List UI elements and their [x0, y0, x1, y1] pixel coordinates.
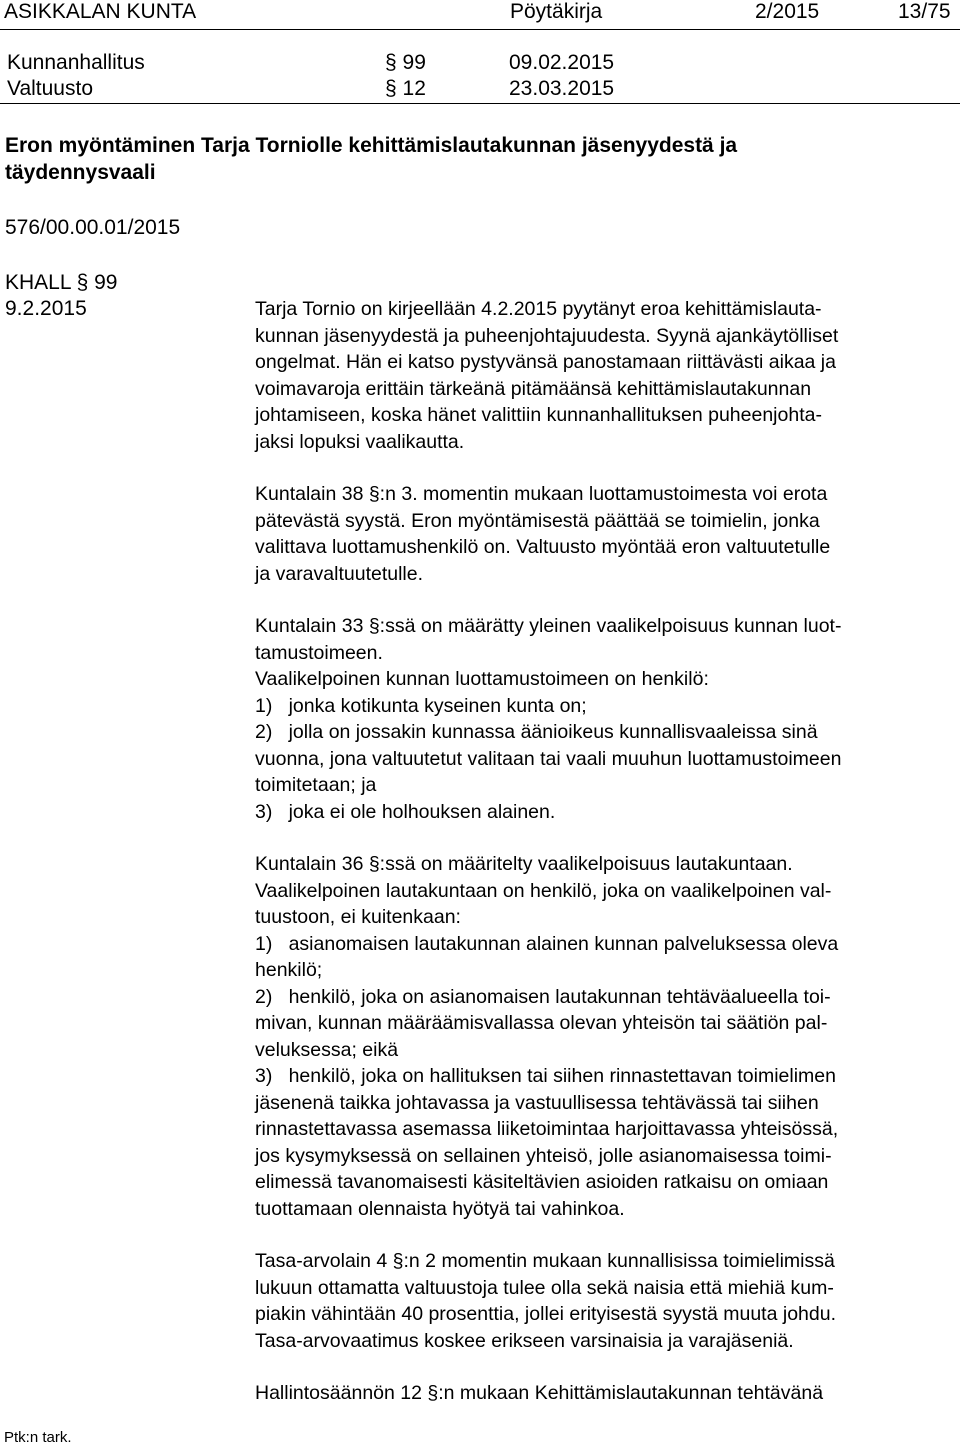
text-line: Tasa-arvovaatimus koskee erikseen varsinaisia ja varajäseniä.	[255, 1329, 794, 1352]
text-line: tuottamaan olennaista hyötyä tai vahinkoa.	[255, 1197, 625, 1220]
header-divider	[0, 29, 960, 30]
body-text	[255, 296, 955, 1407]
text-line: Hallintosäännön 12 §:n mukaan Kehittämislautakunnan tehtävänä	[255, 1382, 824, 1404]
text-line: Tarja Tornio on kirjeellään 4.2.2015 pyytänyt eroa kehittämislauta-	[255, 298, 822, 320]
organization-name: ASIKKALAN KUNTA	[4, 0, 197, 23]
text-line: 3) joka ei ole holhouksen alainen.	[255, 800, 556, 823]
text-line: veluksessa; eikä	[255, 1038, 399, 1061]
meeting-section: § 99	[385, 51, 426, 74]
text-line: rinnastettavassa asemassa liiketoimintaa harjoittavassa yhteisössä,	[255, 1118, 839, 1140]
text-line: valittava luottamushenkilö on. Valtuusto myöntää eron valtuutetulle	[255, 536, 831, 558]
minutes-checker-label: Ptk:n tark.	[4, 1429, 72, 1446]
text-line: ja varavaltuutetulle.	[255, 562, 424, 585]
text-line: Vaalikelpoinen lautakuntaan on henkilö, joka on vaalikelpoinen val-	[255, 879, 832, 902]
meetings-divider	[0, 103, 960, 104]
text-line: kunnan jäsenyydestä ja puheenjohtajuudesta. Syynä ajankäytölliset	[255, 324, 839, 347]
file-number: 576/00.00.01/2015	[5, 216, 181, 239]
document-type: Pöytäkirja	[510, 0, 603, 23]
text-line: 1) jonka kotikunta kyseinen kunta on;	[255, 694, 587, 717]
text-line: pätevästä syystä. Eron myöntämisestä päättää se toimielin, jonka	[255, 509, 820, 532]
text-line: lukuun ottamatta valtuustoja tulee olla sekä naisia että miehiä kum-	[255, 1276, 834, 1299]
paragraph-3	[255, 613, 955, 825]
paragraph-6	[255, 1380, 955, 1407]
text-line: 2) henkilö, joka on asianomaisen lautakunnan tehtäväalueella toi-	[255, 985, 831, 1008]
kh-label: KHALL § 99	[5, 271, 118, 294]
text-line: jos kysymyksessä on sellainen yhteisö, jolle asianomaisessa toimi-	[255, 1144, 832, 1167]
page-number: 13/75	[898, 0, 951, 23]
text-line: Kuntalain 38 §:n 3. momentin mukaan luottamustoimesta voi erota	[255, 483, 828, 505]
text-line: Kuntalain 33 §:ssä on määrätty yleinen vaalikelpoisuus kunnan luot-	[255, 615, 842, 637]
text-line: jaksi lopuksi vaalikautta.	[255, 430, 465, 453]
text-line: Tasa-arvolain 4 §:n 2 momentin mukaan kunnallisissa toimielimissä	[255, 1250, 835, 1272]
meeting-body: Kunnanhallitus	[7, 51, 145, 74]
text-line: Vaalikelpoinen kunnan luottamustoimeen on henkilö:	[255, 668, 709, 690]
text-line: mivan, kunnan määräämisvallassa olevan yhteisön tai säätiön pal-	[255, 1012, 828, 1034]
text-line: tuustoon, ei kuitenkaan:	[255, 906, 461, 928]
document-title-line-2: täydennysvaali	[5, 161, 156, 184]
text-line: jäsenenä taikka johtavassa ja vastuullisessa tehtävässä tai siihen	[255, 1091, 819, 1114]
text-line: 2) jolla on jossakin kunnassa äänioikeus kunnallisvaaleissa sinä	[255, 721, 818, 743]
text-line: toimitetaan; ja	[255, 774, 377, 796]
text-line: vuonna, jona valtuutetut valitaan tai vaali muuhun luottamustoimeen	[255, 747, 842, 770]
text-line: 1) asianomaisen lautakunnan alainen kunnan palveluksessa oleva	[255, 932, 839, 955]
paragraph-4	[255, 851, 955, 1222]
kh-date: 9.2.2015	[5, 297, 87, 320]
text-line: 3) henkilö, joka on hallituksen tai siihen rinnastettavan toimielimen	[255, 1065, 836, 1087]
text-line: voimavaroja erittäin tärkeänä pitämäänsä kehittämislautakunnan	[255, 377, 812, 400]
meeting-section: § 12	[385, 77, 426, 100]
paragraph-2	[255, 481, 955, 587]
text-line: johtamiseen, koska hänet valittiin kunnanhallituksen puheenjohta-	[255, 404, 822, 426]
text-line: Kuntalain 36 §:ssä on määritelty vaalikelpoisuus lautakuntaan.	[255, 853, 793, 875]
meeting-date: 09.02.2015	[509, 51, 615, 74]
text-line: elimessä tavanomaisesti käsiteltävien asioiden ratkaisu on omiaan	[255, 1171, 829, 1193]
document-title-line-1: Eron myöntäminen Tarja Torniolle kehittämislautakunnan jäsenyydestä ja	[5, 134, 738, 157]
paragraph-5	[255, 1248, 955, 1354]
document-number: 2/2015	[755, 0, 820, 23]
meeting-date: 23.03.2015	[509, 77, 615, 100]
paragraph-1	[255, 296, 955, 455]
text-line: henkilö;	[255, 959, 323, 981]
text-line: piakin vähintään 40 prosenttia, jollei erityisestä syystä muuta johdu.	[255, 1303, 836, 1325]
meeting-body: Valtuusto	[7, 77, 93, 100]
text-line: tamustoimeen.	[255, 641, 383, 664]
text-line: ongelmat. Hän ei katso pystyvänsä panostamaan riittävästi aikaa ja	[255, 351, 836, 373]
